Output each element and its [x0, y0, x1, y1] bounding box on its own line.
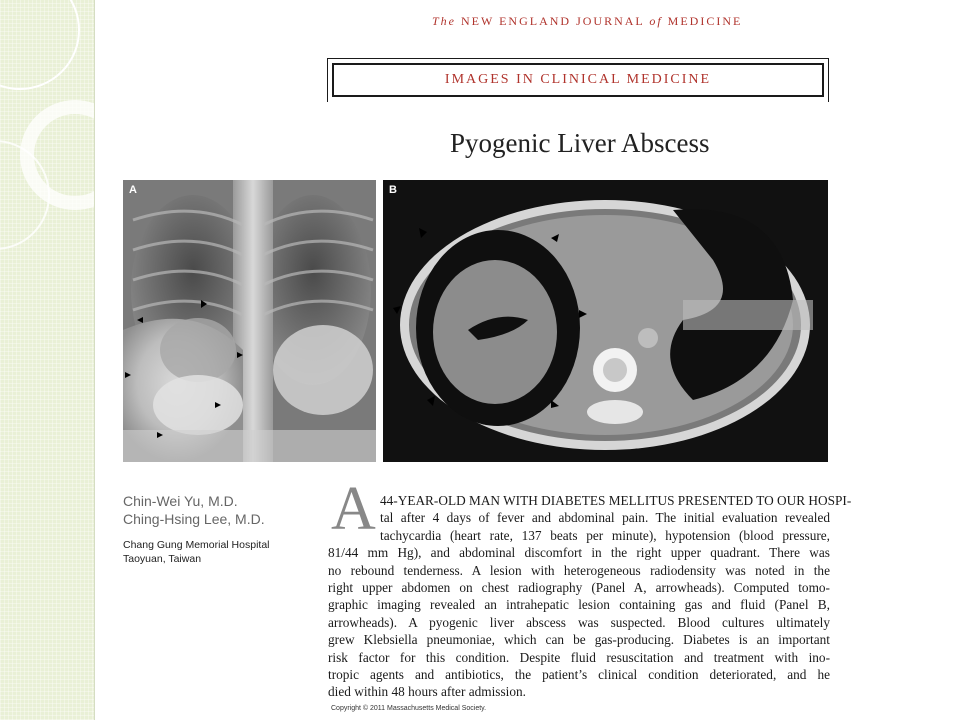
body-line: graphic imaging revealed an intrahepatic lesion containing gas and fluid (Panel B,	[328, 597, 830, 613]
journal-name-prefix: The	[432, 14, 456, 28]
body-line: right upper abdomen on chest radiography (Panel A, arrowheads). Computed tomo-	[328, 580, 830, 596]
copyright-notice: Copyright © 2011 Massachusetts Medical Society.	[331, 705, 487, 712]
chest-radiograph-image	[123, 180, 376, 462]
journal-name-part2: MEDICINE	[667, 14, 743, 28]
divider	[94, 0, 95, 720]
article-title: Pyogenic Liver Abscess	[450, 128, 710, 158]
author-block	[123, 492, 270, 566]
body-line: grew Klebsiella pneumoniae, which can be gas-producing. Diabetes is an important	[328, 632, 830, 648]
body-line: tal after 4 days of fever and abdominal pain. The initial evaluation revealed	[380, 510, 830, 526]
affiliation-institution: Chang Gung Memorial Hospital	[123, 539, 270, 551]
affiliation-location: Taoyuan, Taiwan	[123, 553, 202, 565]
author-name: Chin-Wei Yu, M.D.	[123, 493, 238, 509]
radiograph-drawing	[123, 180, 376, 462]
decorative-side-panel	[0, 0, 95, 720]
journal-name-of: of	[649, 14, 663, 28]
body-line: risk factor for this condition. Despite fluid resuscitation and treatment with ino-	[328, 649, 830, 665]
section-header-frame	[327, 58, 829, 102]
body-line: tropic agents and antibiotics, the patient’s clinical condition deteriorated, and he	[328, 667, 830, 683]
section-header: IMAGES IN CLINICAL MEDICINE	[332, 63, 824, 97]
body-line: tachycardia (heart rate, 137 beats per minute), hypotension (blood pressure,	[380, 527, 830, 543]
panel-b-label: B	[389, 184, 397, 196]
body-line: died within 48 hours after admission.	[328, 684, 526, 700]
author-name: Ching-Hsing Lee, M.D.	[123, 511, 265, 527]
panel-a-label: A	[129, 184, 137, 196]
drop-cap: A	[331, 475, 376, 543]
journal-name-part1: NEW ENGLAND JOURNAL	[461, 14, 645, 28]
body-line: 81/44 mm Hg), and abdominal discomfort in the right upper quadrant. There was	[328, 545, 830, 561]
ct-drawing	[383, 180, 828, 462]
ct-scan-image	[383, 180, 828, 462]
body-line: no rebound tenderness. A lesion with heterogeneous radiodensity was noted in the	[328, 562, 830, 578]
decorative-ring	[0, 0, 80, 90]
body-line: 44-YEAR-OLD MAN WITH DIABETES MELLITUS PRESENTED TO OUR HOSPI-	[380, 493, 852, 508]
body-line: arrowheads). A pyogenic liver abscess was suspected. Blood cultures ultimately	[328, 614, 830, 630]
article-body	[328, 492, 852, 701]
affiliation	[123, 538, 270, 566]
journal-name	[432, 14, 743, 29]
